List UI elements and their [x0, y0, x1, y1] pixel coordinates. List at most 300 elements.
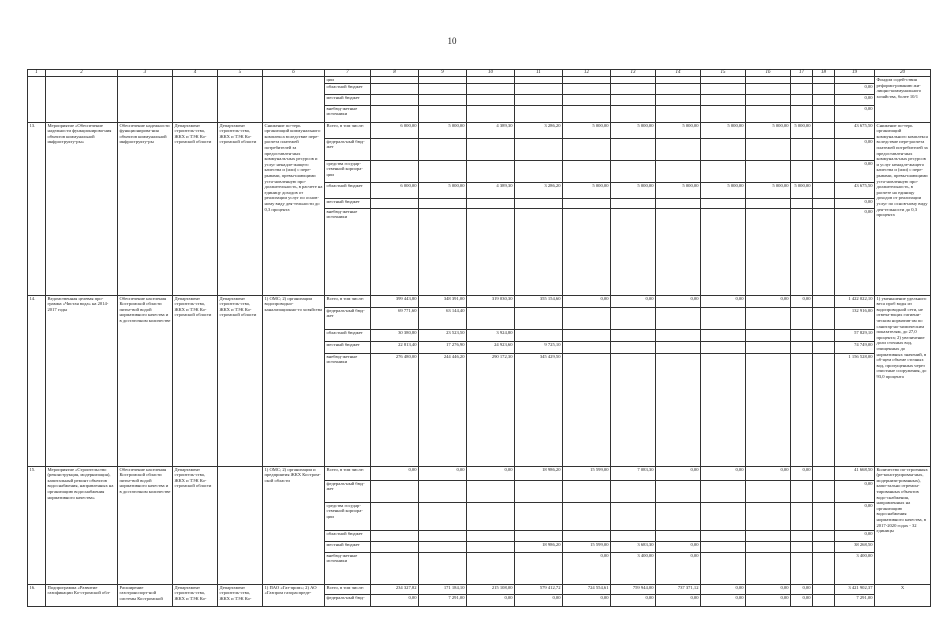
value-cell [515, 530, 563, 541]
value-cell [791, 208, 813, 295]
value-cell: 0,00 [746, 584, 791, 594]
value-cell: 0,00 [701, 584, 746, 594]
value-cell [467, 94, 515, 105]
recipients-cell: Снижение по-терь организаций коммунального комплекса вследствие пере-расчета платежей потребителей за предоставлен-ных коммуналь-ных ресурсов и услуг ненадле-жащего качества и (или) с пере-рывами, превы-шающими уста-новленную про-должительность, в расчете на единицу доходов от реализации услуг по основ-ному виду дея-тельности до 0,3 процента [263, 122, 325, 295]
value-cell [701, 502, 746, 530]
value-cell [701, 94, 746, 105]
value-cell [813, 198, 835, 208]
source-label: местный бюджет [325, 341, 371, 353]
value-cell: 24 923,60 [467, 341, 515, 353]
program-goal: Обеспечение надежности функционирова-ния объектов коммунальной инфраструкту-ры [118, 122, 173, 295]
executor-cell [218, 466, 263, 584]
value-cell [611, 480, 656, 502]
source-label: средства государ-ственной корпора-ции [325, 160, 371, 182]
value-cell: 0,00 [656, 466, 701, 480]
value-cell [515, 502, 563, 530]
value-cell [467, 502, 515, 530]
value-cell: 3 286,20 [515, 122, 563, 138]
value-cell [467, 160, 515, 182]
value-cell: 244 446,20 [419, 353, 467, 466]
value-cell: 3 286,20 [515, 182, 563, 198]
header-cell: 8 [371, 70, 419, 77]
header-cell: 2 [46, 70, 118, 77]
value-cell [746, 138, 791, 160]
value-cell [371, 480, 419, 502]
value-cell [515, 198, 563, 208]
value-cell [746, 530, 791, 541]
source-label: средства государ-ственной корпора-ции [325, 502, 371, 530]
row-number: 14. [28, 295, 46, 466]
value-cell [371, 77, 419, 84]
value-cell: 5 000,00 [419, 122, 467, 138]
value-cell [467, 138, 515, 160]
value-cell [813, 307, 835, 329]
value-cell [611, 138, 656, 160]
result-cell: Количество по-строенных (ре-конструирован-ных, модернизи-рованных), капи-тально отремон-тированных объектов водо-снабжения, направленных на организацию водоснабжения нормативного качества, в 2017-2020 годах - 32 единицы [875, 466, 931, 584]
value-cell: 5 000,00 [701, 182, 746, 198]
value-cell [467, 480, 515, 502]
customer-cell: Департамент строитель-ства, ЖКХ и ТЭК Ко-стромской области [173, 295, 218, 466]
value-cell: 15 599,00 [563, 541, 611, 552]
header-cell: 5 [218, 70, 263, 77]
value-cell [813, 594, 835, 606]
value-cell: 0,00 [701, 594, 746, 606]
source-label: местный бюджет [325, 198, 371, 208]
header-cell: 17 [791, 70, 813, 77]
value-cell: 0,00 [791, 584, 813, 594]
value-cell [419, 160, 467, 182]
value-cell [813, 105, 835, 122]
value-cell [656, 530, 701, 541]
value-cell [611, 77, 656, 84]
value-cell [563, 353, 611, 466]
value-cell: 5 000,00 [611, 122, 656, 138]
value-cell: 0,00 [656, 541, 701, 552]
value-cell: 4 389,30 [467, 182, 515, 198]
value-cell [611, 160, 656, 182]
value-cell: 171 184,10 [419, 584, 467, 594]
value-cell [371, 198, 419, 208]
value-cell [611, 208, 656, 295]
value-cell [746, 198, 791, 208]
value-cell [419, 480, 467, 502]
value-cell [746, 341, 791, 353]
value-cell [791, 502, 813, 530]
source-label: федераль-ный бюд-жет [325, 480, 371, 502]
source-label: областной бюджет [325, 83, 371, 94]
source-label: федераль-ный бюд- [325, 594, 371, 606]
total-cell: 0,00 [835, 83, 875, 94]
value-cell [563, 329, 611, 341]
value-cell [656, 502, 701, 530]
value-cell: 3 924,80 [467, 329, 515, 341]
value-cell [419, 552, 467, 584]
value-cell [371, 208, 419, 295]
value-cell [419, 208, 467, 295]
source-label: внебюд-жетные источники [325, 353, 371, 466]
total-cell: 7 291,00 [835, 594, 875, 606]
value-cell [515, 77, 563, 84]
value-cell [371, 541, 419, 552]
value-cell: 30 380,80 [371, 329, 419, 341]
value-cell: 7 083,30 [611, 466, 656, 480]
header-cell: 9 [419, 70, 467, 77]
header-cell: 1 [28, 70, 46, 77]
value-cell: 0,00 [563, 552, 611, 584]
value-cell [791, 541, 813, 552]
recipients-cell: 1) ОМС; 2) организации водопроводно-канализационно-го хозяйства [263, 295, 325, 466]
value-cell: 3 400,00 [611, 552, 656, 584]
value-cell [563, 198, 611, 208]
value-cell [563, 105, 611, 122]
value-cell [701, 83, 746, 94]
value-cell [611, 502, 656, 530]
value-cell [701, 541, 746, 552]
value-cell [563, 138, 611, 160]
value-cell [515, 138, 563, 160]
value-cell [563, 77, 611, 84]
empty-cell [173, 77, 218, 123]
value-cell [813, 530, 835, 541]
budget-table [27, 69, 931, 607]
value-cell [813, 208, 835, 295]
value-cell [563, 83, 611, 94]
total-cell: 57 829,10 [835, 329, 875, 341]
total-cell: 43 675,50 [835, 182, 875, 198]
value-cell: 0,00 [563, 295, 611, 307]
value-cell [656, 480, 701, 502]
value-cell [563, 94, 611, 105]
value-cell [813, 138, 835, 160]
value-cell [791, 94, 813, 105]
value-cell [701, 160, 746, 182]
header-cell: 20 [875, 70, 931, 77]
total-cell: 43 675,50 [835, 122, 875, 138]
value-cell [813, 552, 835, 584]
value-cell: 355 154,60 [515, 295, 563, 307]
value-cell [656, 341, 701, 353]
value-cell [746, 94, 791, 105]
total-cell: 0,00 [835, 502, 875, 530]
value-cell [371, 160, 419, 182]
value-cell: 5 000,00 [746, 182, 791, 198]
header-cell: 7 [325, 70, 371, 77]
value-cell [611, 105, 656, 122]
source-label: федераль-ный бюд-жет [325, 307, 371, 329]
value-cell [419, 138, 467, 160]
executor-cell: Департамент строитель-ства, ЖКХ и ТЭК Ко-стромской области [218, 295, 263, 466]
header-cell: 14 [656, 70, 701, 77]
program-name: Подпрограмма «Развитие газификации Ко-стромской обл- [46, 584, 118, 606]
value-cell [656, 138, 701, 160]
value-cell: 399 443,80 [371, 295, 419, 307]
source-label: Всего, в том числе: [325, 295, 371, 307]
value-cell [419, 198, 467, 208]
value-cell [791, 77, 813, 84]
header-cell: 6 [263, 70, 325, 77]
value-cell: 0,00 [467, 466, 515, 480]
value-cell [419, 83, 467, 94]
empty-cell [118, 77, 173, 123]
value-cell [701, 77, 746, 84]
value-cell [746, 541, 791, 552]
header-cell: 11 [515, 70, 563, 77]
value-cell: 759 944,00 [611, 584, 656, 594]
value-cell [656, 83, 701, 94]
value-cell: 0,00 [419, 466, 467, 480]
value-cell [746, 552, 791, 584]
value-cell [467, 198, 515, 208]
source-label: местный бюджет [325, 94, 371, 105]
table-row [28, 584, 931, 594]
header-cell: 4 [173, 70, 218, 77]
value-cell [701, 307, 746, 329]
value-cell [515, 208, 563, 295]
header-cell: 15 [701, 70, 746, 77]
empty-cell [218, 77, 263, 123]
value-cell: 0,00 [746, 466, 791, 480]
value-cell [701, 329, 746, 341]
value-cell: 0,00 [611, 295, 656, 307]
source-label: Всего, в том числе: [325, 122, 371, 138]
value-cell: 0,00 [563, 594, 611, 606]
value-cell: 348 391,00 [419, 295, 467, 307]
value-cell: 5 000,00 [419, 182, 467, 198]
value-cell [701, 552, 746, 584]
value-cell: 5 000,00 [656, 122, 701, 138]
value-cell [371, 502, 419, 530]
total-cell: 132 916,00 [835, 307, 875, 329]
value-cell: 15 599,00 [563, 466, 611, 480]
value-cell [515, 94, 563, 105]
value-cell: 69 771,60 [371, 307, 419, 329]
value-cell [467, 83, 515, 94]
value-cell [563, 502, 611, 530]
value-cell [791, 552, 813, 584]
program-goal: Обеспечение населения Костромской области питье-вой водой нормативного качества и в достаточном количестве [118, 295, 173, 466]
value-cell [467, 307, 515, 329]
value-cell [656, 307, 701, 329]
value-cell: 5 000,00 [656, 182, 701, 198]
value-cell: 319 030,30 [467, 295, 515, 307]
header-cell: 19 [835, 70, 875, 77]
header-row [28, 70, 931, 77]
program-name: Мероприятие «Строительство (реконструкция, модернизация), капитальный ремонт объектов водоснабжения, направленных на организацию водоснабжения нормативного качества» [46, 466, 118, 584]
table-row [28, 295, 931, 307]
total-cell: 0,00 [835, 530, 875, 541]
result-cell: 1) уменьшение удельного веса проб воды из водопроводной сети, не отвеча-ющих гигиени-ческим норматив-ам по санитар-но-химическим показателям, до 27,0 процента; 2) увеличение доли сточных вод, очищенных до нормативных значений, в об-щем объеме сточных вод, пропущенных через очистные сооружения, до 93,0 процента [875, 295, 931, 466]
value-cell [563, 480, 611, 502]
header-cell: 3 [118, 70, 173, 77]
value-cell: 290 172,30 [467, 353, 515, 466]
value-cell: 22 813,40 [371, 341, 419, 353]
row-number: 15. [28, 466, 46, 584]
value-cell: 276 480,00 [371, 353, 419, 466]
value-cell [701, 138, 746, 160]
value-cell: 5 000,00 [701, 122, 746, 138]
value-cell [563, 530, 611, 541]
table-row [28, 122, 931, 138]
value-cell: 18 986,20 [515, 541, 563, 552]
recipients-cell: 1) ОМС; 2) организации и предприятия ЖКХ Костром-ской области [263, 466, 325, 584]
value-cell [746, 77, 791, 84]
value-cell [813, 480, 835, 502]
source-label: местный бюджет [325, 541, 371, 552]
value-cell [656, 329, 701, 341]
total-cell: 0,00 [835, 105, 875, 122]
value-cell [611, 83, 656, 94]
result-cell: X [875, 584, 931, 606]
value-cell [419, 77, 467, 84]
value-cell [746, 105, 791, 122]
value-cell [791, 307, 813, 329]
value-cell [515, 83, 563, 94]
source-label: Всего, в том числе: [325, 466, 371, 480]
source-label: областной бюджет [325, 530, 371, 541]
total-cell: 0,00 [835, 480, 875, 502]
value-cell [813, 94, 835, 105]
value-cell: 0,00 [701, 466, 746, 480]
value-cell [371, 83, 419, 94]
recipients-cell: 1) ПАО «Газ-пром»; 2) АО «Газпром газораспреде- [263, 584, 325, 606]
value-cell [656, 105, 701, 122]
value-cell: 5 000,00 [746, 122, 791, 138]
value-cell [371, 552, 419, 584]
value-cell [656, 353, 701, 466]
value-cell [467, 552, 515, 584]
table-row [28, 77, 931, 84]
value-cell: 0,00 [746, 295, 791, 307]
value-cell: 6 000,00 [371, 122, 419, 138]
value-cell [419, 530, 467, 541]
value-cell [371, 138, 419, 160]
value-cell [467, 208, 515, 295]
value-cell [467, 105, 515, 122]
value-cell [515, 329, 563, 341]
source-label: внебюд-жетные источники [325, 552, 371, 584]
value-cell: 0,00 [791, 295, 813, 307]
value-cell: 5 000,00 [563, 122, 611, 138]
value-cell: 0,00 [791, 466, 813, 480]
total-cell: 38 268,50 [835, 541, 875, 552]
value-cell [791, 160, 813, 182]
value-cell [611, 353, 656, 466]
total-cell: 0,00 [835, 198, 875, 208]
header-cell: 10 [467, 70, 515, 77]
value-cell [813, 341, 835, 353]
value-cell [656, 198, 701, 208]
header-cell: 12 [563, 70, 611, 77]
source-label: ции [325, 77, 371, 84]
value-cell [563, 208, 611, 295]
value-cell: 5 000,00 [611, 182, 656, 198]
value-cell [701, 105, 746, 122]
value-cell: 0,00 [515, 594, 563, 606]
source-label: внебюд-жетные источники [325, 208, 371, 295]
value-cell [746, 329, 791, 341]
source-label: областной бюджет [325, 182, 371, 198]
total-cell: 0,00 [835, 138, 875, 160]
value-cell [515, 307, 563, 329]
value-cell [611, 530, 656, 541]
total-cell: 74 749,00 [835, 341, 875, 353]
value-cell [371, 94, 419, 105]
value-cell [656, 94, 701, 105]
value-cell: 724 554,61 [563, 584, 611, 594]
value-cell: 0,00 [701, 295, 746, 307]
value-cell [419, 94, 467, 105]
value-cell [467, 77, 515, 84]
value-cell [791, 138, 813, 160]
page-number: 10 [447, 36, 457, 46]
value-cell [515, 105, 563, 122]
value-cell [813, 83, 835, 94]
value-cell [371, 105, 419, 122]
value-cell [371, 530, 419, 541]
value-cell [611, 329, 656, 341]
value-cell [813, 502, 835, 530]
value-cell: 0,00 [467, 594, 515, 606]
value-cell [611, 198, 656, 208]
value-cell [746, 160, 791, 182]
customer-cell: Департамент строитель-ства, ЖКХ и ТЭК Ко-стромской области [173, 122, 218, 295]
source-label: федераль-ный бюд-жет [325, 138, 371, 160]
value-cell [791, 530, 813, 541]
value-cell: 0,00 [791, 594, 813, 606]
value-cell [791, 198, 813, 208]
value-cell: 234 327,82 [371, 584, 419, 594]
customer-cell: Департамент строитель-ства, ЖКХ и ТЭК Ко-стромской области [173, 466, 218, 584]
value-cell [701, 341, 746, 353]
value-cell [791, 105, 813, 122]
value-cell: 7 291,00 [419, 594, 467, 606]
value-cell [791, 83, 813, 94]
value-cell [419, 105, 467, 122]
total-cell: 0,00 [835, 160, 875, 182]
value-cell: 0,00 [746, 594, 791, 606]
empty-cell [46, 77, 118, 123]
value-cell [746, 502, 791, 530]
value-cell: 0,00 [371, 466, 419, 480]
header-cell: 16 [746, 70, 791, 77]
total-cell: 41 668,50 [835, 466, 875, 480]
value-cell [701, 480, 746, 502]
value-cell [813, 77, 835, 84]
total-cell: 1 156 528,00 [835, 353, 875, 466]
value-cell: 0,00 [611, 594, 656, 606]
value-cell [791, 341, 813, 353]
value-cell [419, 541, 467, 552]
empty-cell [263, 77, 325, 123]
value-cell: 17 276,90 [419, 341, 467, 353]
value-cell: 23 523,50 [419, 329, 467, 341]
total-cell: 0,00 [835, 94, 875, 105]
value-cell [791, 353, 813, 466]
value-cell [813, 353, 835, 466]
total-cell: 1 422 022,10 [835, 295, 875, 307]
program-name: Ведомственная целевая про-грамма «Чистая вода» на 2014-2017 годы [46, 295, 118, 466]
source-label: внебюд-жетные источники [325, 105, 371, 122]
value-cell [813, 584, 835, 594]
value-cell [791, 480, 813, 502]
value-cell: 345 429,50 [515, 353, 563, 466]
value-cell [656, 208, 701, 295]
value-cell [563, 307, 611, 329]
value-cell [467, 541, 515, 552]
program-name: Мероприятие «Обеспечение надежности функционирова-ния объектов коммунальной инфраструкту-ры» [46, 122, 118, 295]
value-cell [701, 353, 746, 466]
value-cell: 0,00 [656, 552, 701, 584]
